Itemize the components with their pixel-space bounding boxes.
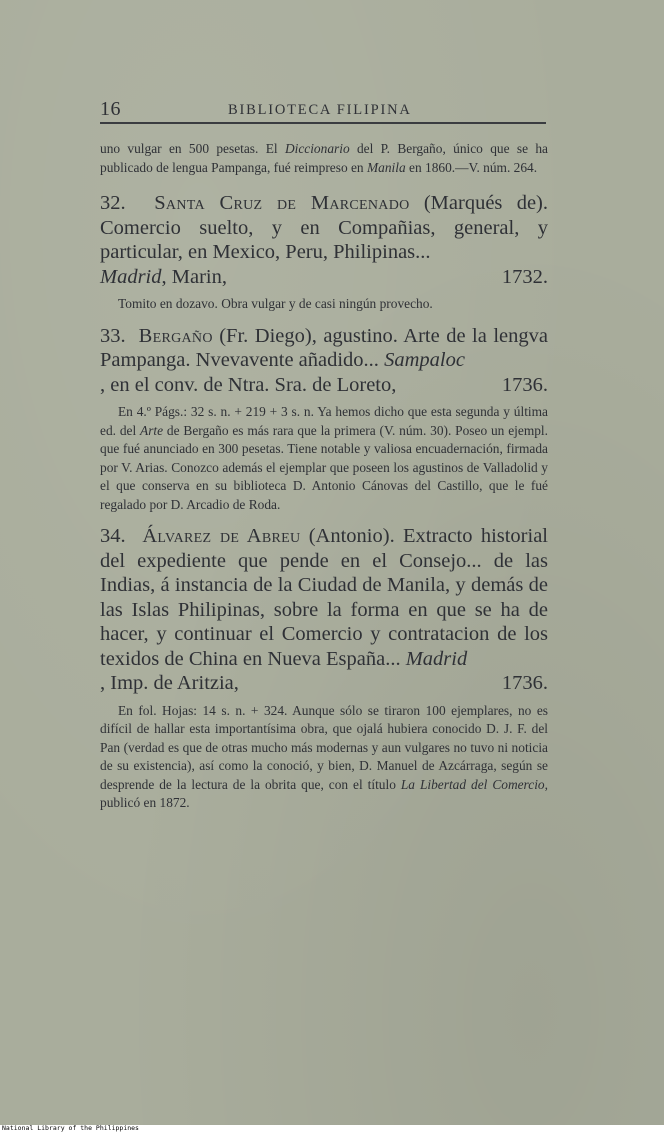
entry-title: (Antonio). Extracto historial del expediente que pende en el Consejo... de las Indias, á instancia de la Ciudad de Manila, y demás de las Islas Philipinas, sobre la forma en que se ha de hacer, y continuar el Comercio y contratacion de los texidos de China en Nueva España...	[100, 525, 548, 670]
text-run: , publicó en 1872.	[100, 776, 548, 810]
text-run: uno vulgar en 500 pesetas. El	[100, 141, 285, 156]
entry-33	[100, 324, 548, 398]
entry-title: (Marqués de). Comercio suelto, y en Compañias, general, y particular, en Mexico, Peru, Philipinas...	[100, 192, 549, 263]
library-credit: National Library of the Philippines	[2, 1124, 139, 1132]
italic-title: La Libertad del Comercio	[400, 776, 545, 792]
entry-34-note	[100, 702, 548, 813]
entry-author: Santa Cruz de Marcenado	[154, 192, 410, 214]
entry-34	[100, 524, 548, 696]
imprint-line	[100, 671, 548, 696]
entry-33-note	[100, 403, 548, 514]
entry-year: 1736.	[501, 373, 548, 396]
italic-place: Manila	[366, 159, 406, 175]
italic-title: Diccionario	[284, 141, 350, 156]
text-run: en 1860.—V. núm. 264.	[405, 159, 538, 175]
entry-publisher: , Imp. de Aritzia,	[100, 672, 239, 694]
text-run: En 4.º Págs.: 32 s. n. + 219 + 3 s. n. Ya hemos dicho que esta segunda y última ed. del	[100, 404, 548, 438]
entry-author: Álvarez de Abreu	[142, 525, 301, 547]
italic-title: Arte	[140, 422, 164, 438]
entry-place: Madrid	[100, 265, 162, 288]
page-number: 16	[100, 98, 121, 120]
entry-publisher: , en el conv. de Ntra. Sra. de Loreto,	[100, 373, 397, 396]
imprint-line	[100, 265, 548, 290]
entry-32-note: Tomito en dozavo. Obra vulgar y de casi ningún provecho.	[118, 296, 433, 311]
entry-year: 1732.	[501, 265, 548, 288]
continued-note	[100, 140, 548, 177]
entry-number: 34.	[100, 525, 126, 547]
imprint-line	[100, 373, 548, 398]
entry-place: Madrid	[405, 647, 468, 670]
text-run: del P. Bergaño, único que se ha publicado de lengua Pampanga, fué reimpreso en	[100, 141, 548, 175]
entry-place: Sampaloc	[384, 349, 465, 371]
entry-year: 1736.	[501, 672, 548, 694]
scan-footer	[0, 1125, 664, 1133]
entry-author: Bergaño	[138, 324, 213, 347]
page-body	[100, 140, 548, 813]
text-run: de Bergaño es más rara que la primera (V. núm. 30). Poseo un ejempl. que fué anunciado en 300 pesetas. Tiene notable y valiosa encuadernación, firmada por V. Arias. Conozco además el ejemplar que poseen los agustinos de Valladolid y el que conserva en su biblioteca D. Antonio Cánovas del Castillo, que le fué regalado por D. Arcadio de Roda.	[100, 422, 549, 512]
entry-title: (Fr. Diego), agustino. Arte de la lengva Pampanga. Nvevavente añadido...	[100, 324, 548, 371]
text-run: En fol. Hojas: 14 s. n. + 324. Aunque sólo se tiraron 100 ejemplares, no es difícil de hallar esta importantísima obra, que ojalá hubiera conocido D. J. F. del Pan (verdad es que de otras mucho más modernas y aun vulgares no tuvo ni noticia de su existencia), así como la conoció, y bien, D. Manuel de Azcárraga, según se desprende de la lectura de la obrita que, con el título	[100, 702, 548, 792]
entry-publisher: , Marin,	[161, 265, 227, 288]
entry-number: 33.	[100, 324, 126, 347]
entry-32	[100, 191, 548, 289]
running-title: BIBLIOTECA FILIPINA	[228, 102, 412, 118]
entry-number: 32.	[100, 192, 126, 214]
header-rule	[100, 122, 546, 124]
